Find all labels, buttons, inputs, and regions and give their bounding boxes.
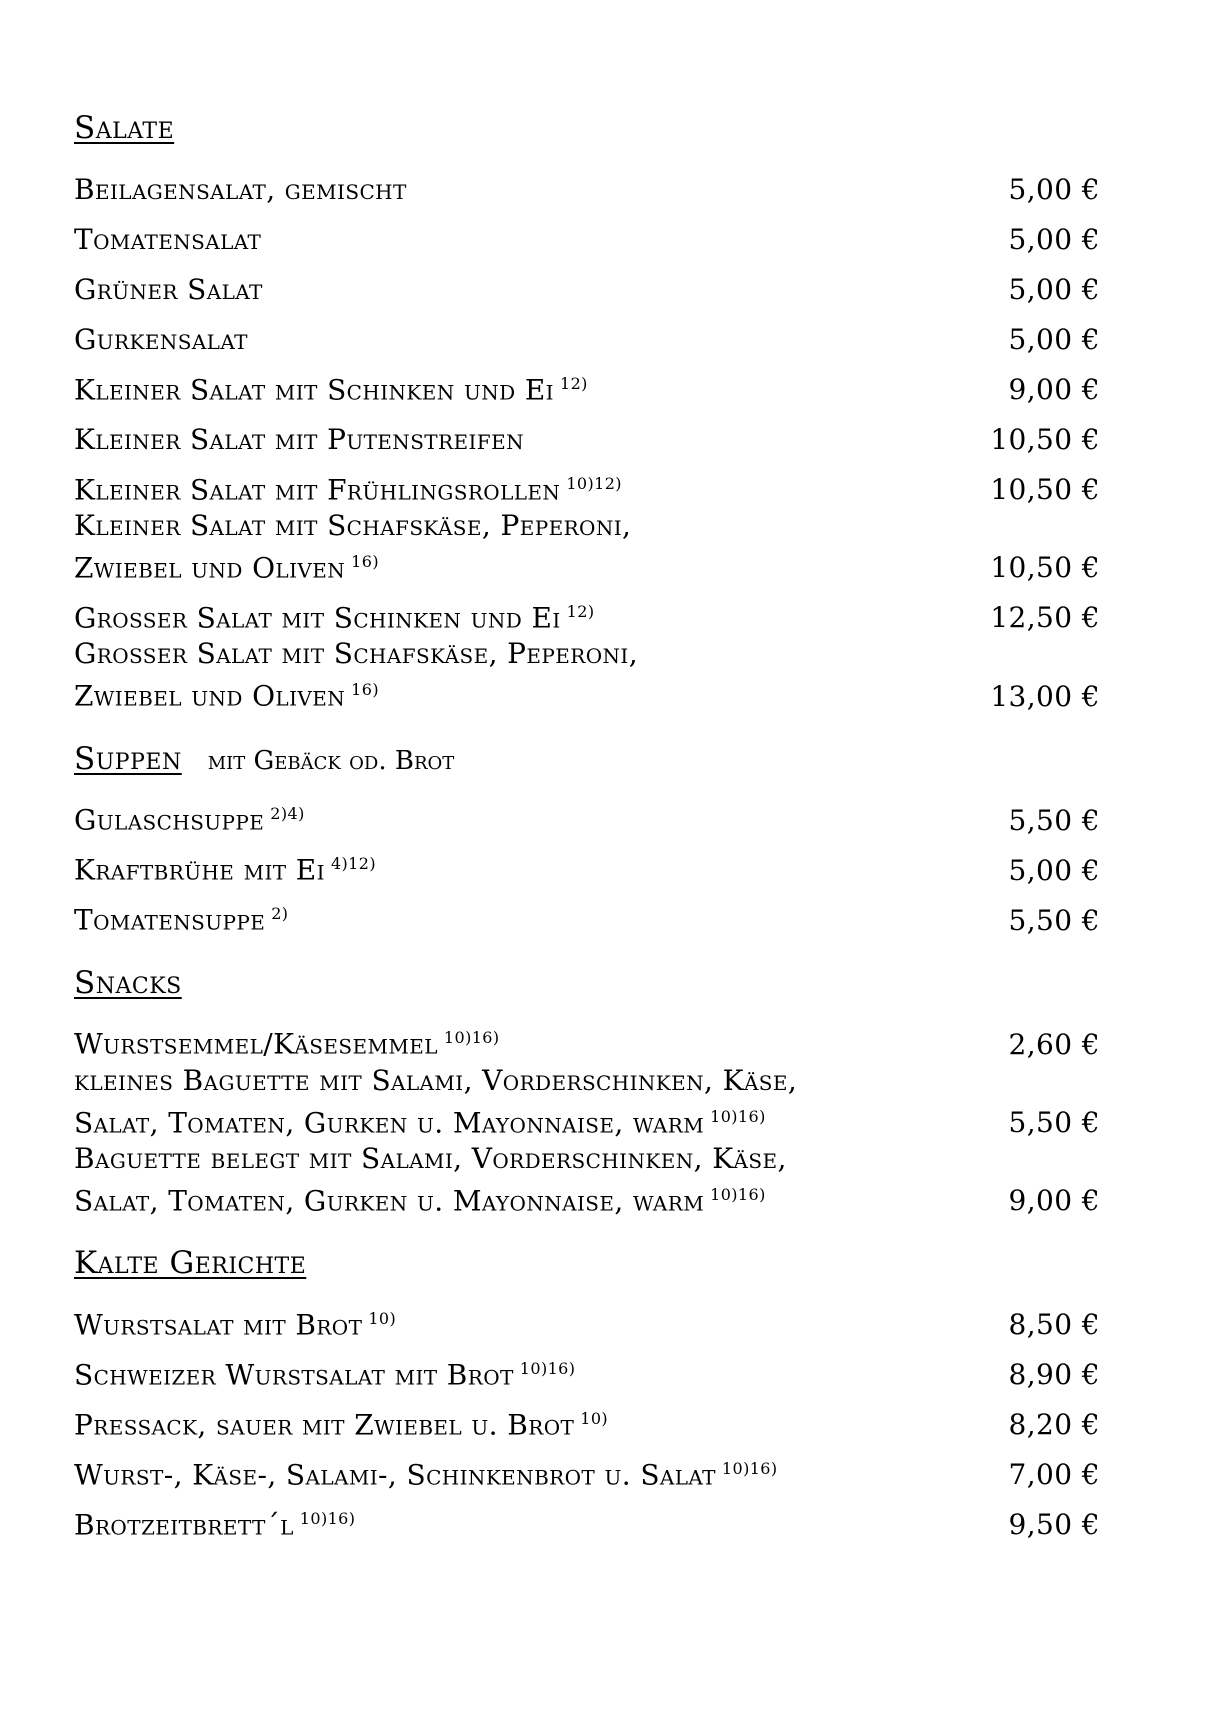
menu-item-price: 10,50 € <box>990 551 1100 585</box>
allergen-note: 16) <box>351 552 379 571</box>
menu-item-line: Wurst-, Käse-, Salami-, Schinkenbrot u. Salat $^{10)16)}$ <box>74 1458 778 1492</box>
menu-item-price: 5,00 € <box>1008 173 1100 206</box>
menu-item <box>74 208 1114 258</box>
menu-item <box>74 258 1114 308</box>
menu-item-price: 10,50 € <box>990 423 1100 456</box>
section-title: Suppen <box>74 740 182 777</box>
menu-item-price: 2,60 € <box>1008 1027 1100 1061</box>
allergen-note: 10)16) <box>710 1106 766 1126</box>
allergen-note: 12) <box>559 373 588 393</box>
allergen-note: 10)12) <box>566 473 622 493</box>
menu-item-price: 8,50 € <box>1008 1308 1100 1342</box>
allergen-note: 12) <box>566 602 595 621</box>
menu-item-name <box>74 846 376 888</box>
menu-item-price: 9,00 € <box>1008 373 1100 406</box>
menu-item <box>74 1293 1114 1343</box>
menu-item-line: Salat, Tomaten, Gurken u. Mayonnaise, warm $^{10)16)}$ <box>74 1184 766 1218</box>
menu-item-line: Tomatensalat <box>74 223 262 256</box>
allergen-note: 10)16) <box>721 1458 778 1478</box>
allergen-note: 2) <box>271 904 289 924</box>
menu-item-name <box>74 172 407 208</box>
section-header <box>74 1245 1114 1293</box>
menu-item <box>74 636 1114 714</box>
menu-item-price: 5,00 € <box>1008 273 1100 306</box>
menu-item-name <box>74 1451 778 1493</box>
menu-item <box>74 1013 1114 1063</box>
menu-item-line: Gurkensalat <box>74 323 248 356</box>
menu-item-name <box>74 1401 608 1443</box>
menu-item-price: 5,50 € <box>1008 1105 1100 1139</box>
menu-item <box>74 1141 1114 1219</box>
menu-item <box>74 158 1114 208</box>
menu-item <box>74 308 1114 358</box>
section-header <box>74 110 1114 158</box>
menu-item-price: 10,50 € <box>990 473 1100 506</box>
section-spacer <box>74 1219 1114 1245</box>
menu-item-price: 5,50 € <box>1008 903 1100 937</box>
menu-item-name <box>74 1020 500 1062</box>
menu-item <box>74 458 1114 508</box>
menu-item-line: Schweizer Wurstsalat mit Brot $^{10)16)}$ <box>74 1358 576 1392</box>
menu-item <box>74 508 1114 586</box>
menu-item-line: Wurstsalat mit Brot $^{10)}$ <box>74 1308 397 1342</box>
menu-item-name <box>74 1501 355 1543</box>
menu-item-price: 5,00 € <box>1008 223 1100 256</box>
menu-item-name <box>74 1141 787 1219</box>
menu-item-line: Kleiner Salat mit Putenstreifen <box>74 423 524 456</box>
section-spacer <box>74 939 1114 965</box>
menu-item-line: Kleiner Salat mit Schafskäse, Peperoni, <box>74 509 632 542</box>
menu-item-name <box>74 508 631 586</box>
menu-item-price: 7,00 € <box>1008 1458 1100 1492</box>
menu-item-name <box>74 896 288 938</box>
menu-item-line: Kraftbrühe mit Ei $^{4)12)}$ <box>74 853 376 887</box>
section-header <box>74 965 1114 1013</box>
menu-page <box>74 110 1114 1543</box>
menu-item-line: Zwiebel und Oliven $^{16)}$ <box>74 679 379 713</box>
menu-item-price: 5,00 € <box>1008 323 1100 356</box>
menu-item-line: Tomatensuppe $^{2)}$ <box>74 903 289 937</box>
menu-item-price: 13,00 € <box>990 679 1100 713</box>
menu-item-line: Grosser Salat mit Schafskäse, Peperoni, <box>74 637 639 671</box>
menu-item-name <box>74 322 248 358</box>
menu-item <box>74 1443 1114 1493</box>
section-spacer <box>74 715 1114 741</box>
menu-item-line: Kleiner Salat mit Schinken und Ei $^{12)}$ <box>74 373 588 406</box>
allergen-note: 10) <box>580 1408 609 1428</box>
section-title: Kalte Gerichte <box>74 1245 307 1282</box>
menu-section <box>74 965 1114 1220</box>
allergen-note: 16) <box>351 680 379 700</box>
menu-item-price: 12,50 € <box>990 601 1100 635</box>
allergen-note: 4)12) <box>330 854 376 874</box>
menu-item <box>74 1493 1114 1543</box>
menu-item-line: Beilagensalat, gemischt <box>74 173 407 206</box>
menu-item-name <box>74 366 588 408</box>
allergen-note: 10)16) <box>710 1184 766 1204</box>
menu-section <box>74 110 1114 715</box>
menu-item-line: Pressack, sauer mit Zwiebel u. Brot $^{10)}$ <box>74 1408 609 1442</box>
menu-item-name <box>74 636 638 714</box>
menu-item-line: Grosser Salat mit Schinken und Ei $^{12)}$ <box>74 601 595 635</box>
menu-item <box>74 1063 1114 1141</box>
section-title: Snacks <box>74 964 182 1001</box>
menu-section <box>74 741 1114 939</box>
menu-item-price: 9,50 € <box>1008 1508 1100 1542</box>
menu-item-name <box>74 422 524 458</box>
menu-item-name <box>74 466 622 508</box>
menu-item-price: 8,20 € <box>1008 1408 1100 1442</box>
menu-item-line: Kleiner Salat mit Frühlingsrollen $^{10)12)}$ <box>74 473 622 506</box>
menu-item-line: kleines Baguette mit Salami, Vorderschinken, Käse, <box>74 1063 798 1097</box>
menu-item-price: 5,00 € <box>1008 853 1100 887</box>
menu-item-price: 5,50 € <box>1008 803 1100 837</box>
allergen-note: 10) <box>368 1308 397 1328</box>
menu-item-name <box>74 1351 575 1393</box>
menu-item-name <box>74 594 594 636</box>
allergen-note: 10)16) <box>299 1508 356 1528</box>
menu-item-line: Zwiebel und Oliven $^{16)}$ <box>74 551 379 585</box>
menu-item <box>74 1343 1114 1393</box>
menu-item <box>74 789 1114 839</box>
menu-item-price: 9,00 € <box>1008 1184 1100 1218</box>
menu-item-name <box>74 1301 396 1343</box>
menu-item <box>74 358 1114 408</box>
menu-item-name <box>74 796 305 838</box>
menu-item <box>74 889 1114 939</box>
menu-item-line: Grüner Salat <box>74 273 263 306</box>
menu-item-line: Gulaschsuppe $^{2)4)}$ <box>74 803 305 837</box>
menu-item <box>74 839 1114 889</box>
menu-item-line: Brotzeitbrett´l $^{10)16)}$ <box>74 1508 356 1542</box>
menu-item-name <box>74 1063 797 1141</box>
allergen-note: 10)16) <box>443 1028 500 1048</box>
menu-item <box>74 1393 1114 1443</box>
menu-item-line: Wurstsemmel/Käsesemmel $^{10)16)}$ <box>74 1027 500 1061</box>
menu-item <box>74 586 1114 636</box>
allergen-note: 10)16) <box>519 1358 576 1378</box>
menu-section <box>74 1245 1114 1543</box>
menu-item-name <box>74 222 261 258</box>
menu-item-line: Baguette belegt mit Salami, Vorderschinken, Käse, <box>74 1141 787 1175</box>
menu-item-price: 8,90 € <box>1008 1358 1100 1392</box>
menu-item <box>74 408 1114 458</box>
allergen-note: 2)4) <box>270 804 305 824</box>
menu-item-line: Salat, Tomaten, Gurken u. Mayonnaise, warm $^{10)16)}$ <box>74 1105 766 1139</box>
section-subtitle: mit Gebäck od. Brot <box>207 745 455 776</box>
section-header <box>74 741 1114 789</box>
section-title: Salate <box>74 110 175 146</box>
menu-item-name <box>74 272 263 308</box>
